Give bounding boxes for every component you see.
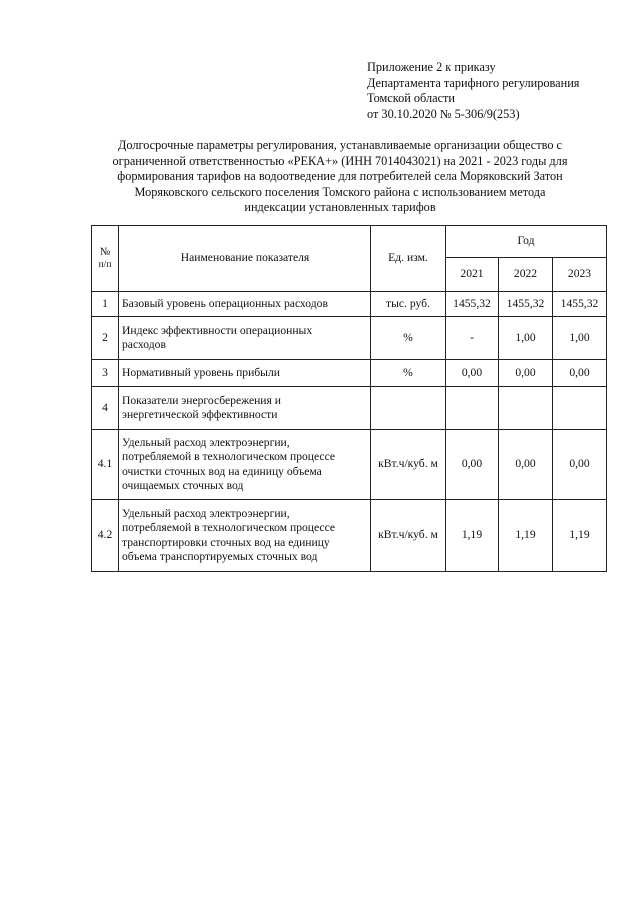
table-row xyxy=(92,500,607,572)
row-indicator-name xyxy=(119,430,371,500)
table-row xyxy=(92,317,607,360)
row-unit: тыс. руб. xyxy=(371,292,446,317)
row-value-2023: 0,00 xyxy=(553,360,607,387)
row-indicator-name xyxy=(119,500,371,572)
header-year-group: Год xyxy=(446,226,607,258)
title-line: индексации установленных тарифов xyxy=(244,200,436,215)
title-line: формирования тарифов на водоотведение для потребителей села Моряковский Затон xyxy=(117,169,563,184)
name-line: Удельный расход электроэнергии, xyxy=(122,506,290,520)
name-line: Показатели энергосбережения и xyxy=(122,393,281,407)
row-indicator-name xyxy=(119,317,371,360)
header-year: 2023 xyxy=(553,258,607,292)
name-line: Удельный расход электроэнергии, xyxy=(122,435,290,449)
name-line: Базовый уровень операционных расходов xyxy=(122,296,328,310)
document-title xyxy=(90,138,590,216)
name-line: очистки сточных вод на единицу объема xyxy=(122,464,322,478)
title-line: Моряковского сельского поселения Томского района с использованием метода xyxy=(134,184,546,199)
row-value-2023: 1,19 xyxy=(553,500,607,572)
name-line: потребляемой в технологическом процессе xyxy=(122,521,336,534)
header-unit: Ед. изм. xyxy=(371,226,446,292)
header-line: Приложение 2 к приказу xyxy=(367,60,496,74)
row-value-2022: 1,00 xyxy=(499,317,553,360)
row-value-2021 xyxy=(446,387,499,430)
title-line: ограниченной ответственностью «РЕКА+» (ИНН 7014043021) на 2021 - 2023 годы для xyxy=(112,153,568,168)
row-value-2022: 0,00 xyxy=(499,430,553,500)
row-value-2021: 1455,32 xyxy=(446,292,499,317)
table-row xyxy=(92,387,607,430)
header-line: от 30.10.2020 № 5-306/9(253) xyxy=(367,106,520,121)
header-number-sub: п/п xyxy=(98,259,112,270)
header-line: Департамента тарифного регулирования xyxy=(367,75,580,90)
name-line: Индекс эффективности операционных xyxy=(122,323,313,337)
row-indicator-name xyxy=(119,292,371,317)
header-indicator-name: Наименование показателя xyxy=(119,226,371,292)
row-unit: % xyxy=(371,360,446,387)
name-line: транспортировки сточных вод на единицу xyxy=(122,535,330,549)
row-value-2022: 1455,32 xyxy=(499,292,553,317)
name-line: Нормативный уровень прибыли xyxy=(122,365,280,379)
name-line: очищаемых сточных вод xyxy=(122,479,244,492)
row-unit xyxy=(371,387,446,430)
row-value-2021: 1,19 xyxy=(446,500,499,572)
row-indicator-name xyxy=(119,360,371,387)
name-line: потребляемой в технологическом процессе xyxy=(122,450,336,463)
row-value-2023: 1,00 xyxy=(553,317,607,360)
row-number: 1 xyxy=(92,292,119,317)
row-unit: кВт.ч/куб. м xyxy=(371,500,446,572)
name-line: расходов xyxy=(122,338,166,351)
row-number: 2 xyxy=(92,317,119,360)
header-year: 2021 xyxy=(446,258,499,292)
name-line: энергетической эффективности xyxy=(122,408,278,421)
header-year: 2022 xyxy=(499,258,553,292)
row-value-2022: 1,19 xyxy=(499,500,553,572)
table-row xyxy=(92,430,607,500)
row-unit: % xyxy=(371,317,446,360)
row-value-2022: 0,00 xyxy=(499,360,553,387)
order-attachment-header xyxy=(367,60,627,122)
table-row xyxy=(92,360,607,387)
header-line: Томской области xyxy=(367,91,455,106)
row-value-2023: 0,00 xyxy=(553,430,607,500)
row-unit: кВт.ч/куб. м xyxy=(371,430,446,500)
header-number-symbol: № xyxy=(99,245,111,258)
row-number: 4.2 xyxy=(92,500,119,572)
name-line: объема транспортируемых сточных вод xyxy=(122,550,318,563)
row-number: 4 xyxy=(92,387,119,430)
row-value-2021: 0,00 xyxy=(446,430,499,500)
table-row xyxy=(92,292,607,317)
row-indicator-name xyxy=(119,387,371,430)
row-number: 3 xyxy=(92,360,119,387)
row-number: 4.1 xyxy=(92,430,119,500)
row-value-2023: 1455,32 xyxy=(553,292,607,317)
row-value-2021: - xyxy=(446,317,499,360)
row-value-2022 xyxy=(499,387,553,430)
title-line: Долгосрочные параметры регулирования, устанавливаемые организации общество с xyxy=(117,138,563,152)
header-number xyxy=(92,226,119,292)
row-value-2023 xyxy=(553,387,607,430)
regulation-parameters-table xyxy=(91,225,607,572)
row-value-2021: 0,00 xyxy=(446,360,499,387)
